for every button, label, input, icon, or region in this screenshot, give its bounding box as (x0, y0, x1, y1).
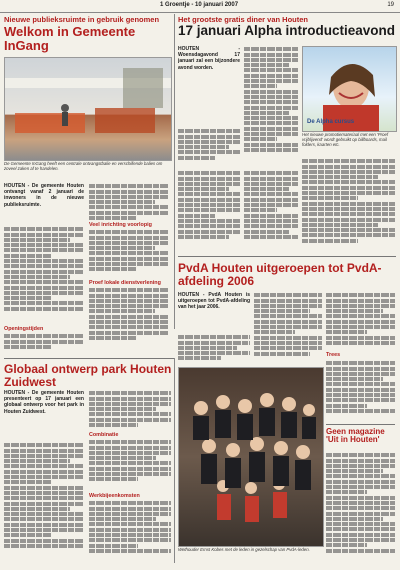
ingang-body-col2c (89, 287, 169, 349)
globaal-body-col1 (4, 442, 84, 562)
pvda-photo-caption: Wethouder Ernst Kobes met de leden in gezelschap van PvdA-leden. (178, 547, 310, 552)
alpha-photo-logo: De Alpha cursus (307, 119, 355, 125)
alpha-headline: 17 januari Alpha introductieavond (178, 23, 396, 38)
issue-date: 1 Groentje - 10 januari 2007 (160, 2, 239, 8)
pvda-lead: HOUTEN - PvdA Houten is uitgeroepen tot PvdA-afdeling van het jaar 2006. (178, 292, 250, 311)
globaal-body-col2 (89, 390, 171, 430)
pvda-body-col2 (254, 292, 322, 364)
trees-subhead: Trees (326, 352, 341, 358)
magazine-headline: Geen magazine 'Uit in Houten' (326, 427, 385, 445)
ingang-body-col1 (4, 226, 84, 326)
alpha-body-col1b (178, 170, 240, 250)
ingang-body-col2b (89, 229, 169, 277)
alpha-kicker: Het grootste gratis diner van Houten (178, 15, 309, 24)
trees-body (326, 360, 395, 420)
globaal-headline: Globaal ontwerp park Houten Zuidwest (4, 362, 172, 389)
page-header (0, 0, 400, 13)
divider-pvda (178, 256, 396, 257)
ingang-subhead-openingstijden: Openingstijden (4, 326, 44, 332)
divider-magazine (326, 424, 395, 425)
ingang-subhead-proef: Proef lokale dienstverlening (89, 280, 161, 286)
globaal-lead: HOUTEN - De gemeente Houten presenteert op 17 januari een globaal ontwerp voor het park in Houten Zuidwest. (4, 390, 84, 415)
pvda-photo (178, 367, 324, 547)
globaal-subhead-werkbijeenkomsten: Werkbijeenkomsten (89, 493, 140, 499)
alpha-body-col2 (244, 46, 299, 168)
ingang-photo-drawing (5, 58, 171, 160)
divider-globaal (4, 358, 174, 359)
ingang-body-col1b (4, 333, 84, 353)
column-divider-lower (174, 358, 175, 563)
globaal-body-col2b (89, 439, 171, 489)
alpha-body-col1 (178, 128, 240, 168)
ingang-headline: Welkom in Gemeente InGang (4, 24, 136, 53)
ingang-body-col2 (89, 183, 169, 223)
pvda-group-drawing (179, 368, 323, 546)
ingang-photo-caption: De Gemeente InGang heeft een centrale ontvangstbalie en verschillende balies om zoveel zaken af te handelen. (4, 161, 163, 172)
ingang-lead: HOUTEN - De gemeente Houten ontvangt vanaf 2 januari de inwoners in de nieuwe publieksruimte. (4, 183, 84, 208)
globaal-subhead-combinatie: Combinatie (89, 432, 119, 438)
ingang-kicker: Nieuwe publieksruimte in gebruik genomen (4, 15, 160, 24)
alpha-photo-caption: Het nieuwe promotiemateriaal met een 'Proef vrijblijvend' wordt gebruikt op billboards, mail folders, kaarten etc. (302, 132, 389, 148)
alpha-photo (302, 46, 397, 132)
globaal-body-col2c (89, 500, 171, 562)
alpha-lead: HOUTEN - Woensdagavond 17 januari zal een bijzondere avond worden. (178, 46, 240, 71)
column-divider (174, 14, 175, 329)
pvda-headline: PvdA Houten uitgeroepen tot PvdA-afdeling 2006 (178, 261, 382, 288)
ingang-subhead-inrichting: Veel inrichting voorlopig (89, 222, 152, 228)
page-number: 19 (387, 2, 394, 8)
alpha-body-col3 (244, 170, 299, 250)
alpha-body-col4 (302, 158, 395, 250)
ingang-photo (4, 57, 172, 161)
pvda-body-col3 (326, 292, 395, 350)
pvda-body-col1 (178, 334, 250, 364)
magazine-body (326, 452, 395, 562)
